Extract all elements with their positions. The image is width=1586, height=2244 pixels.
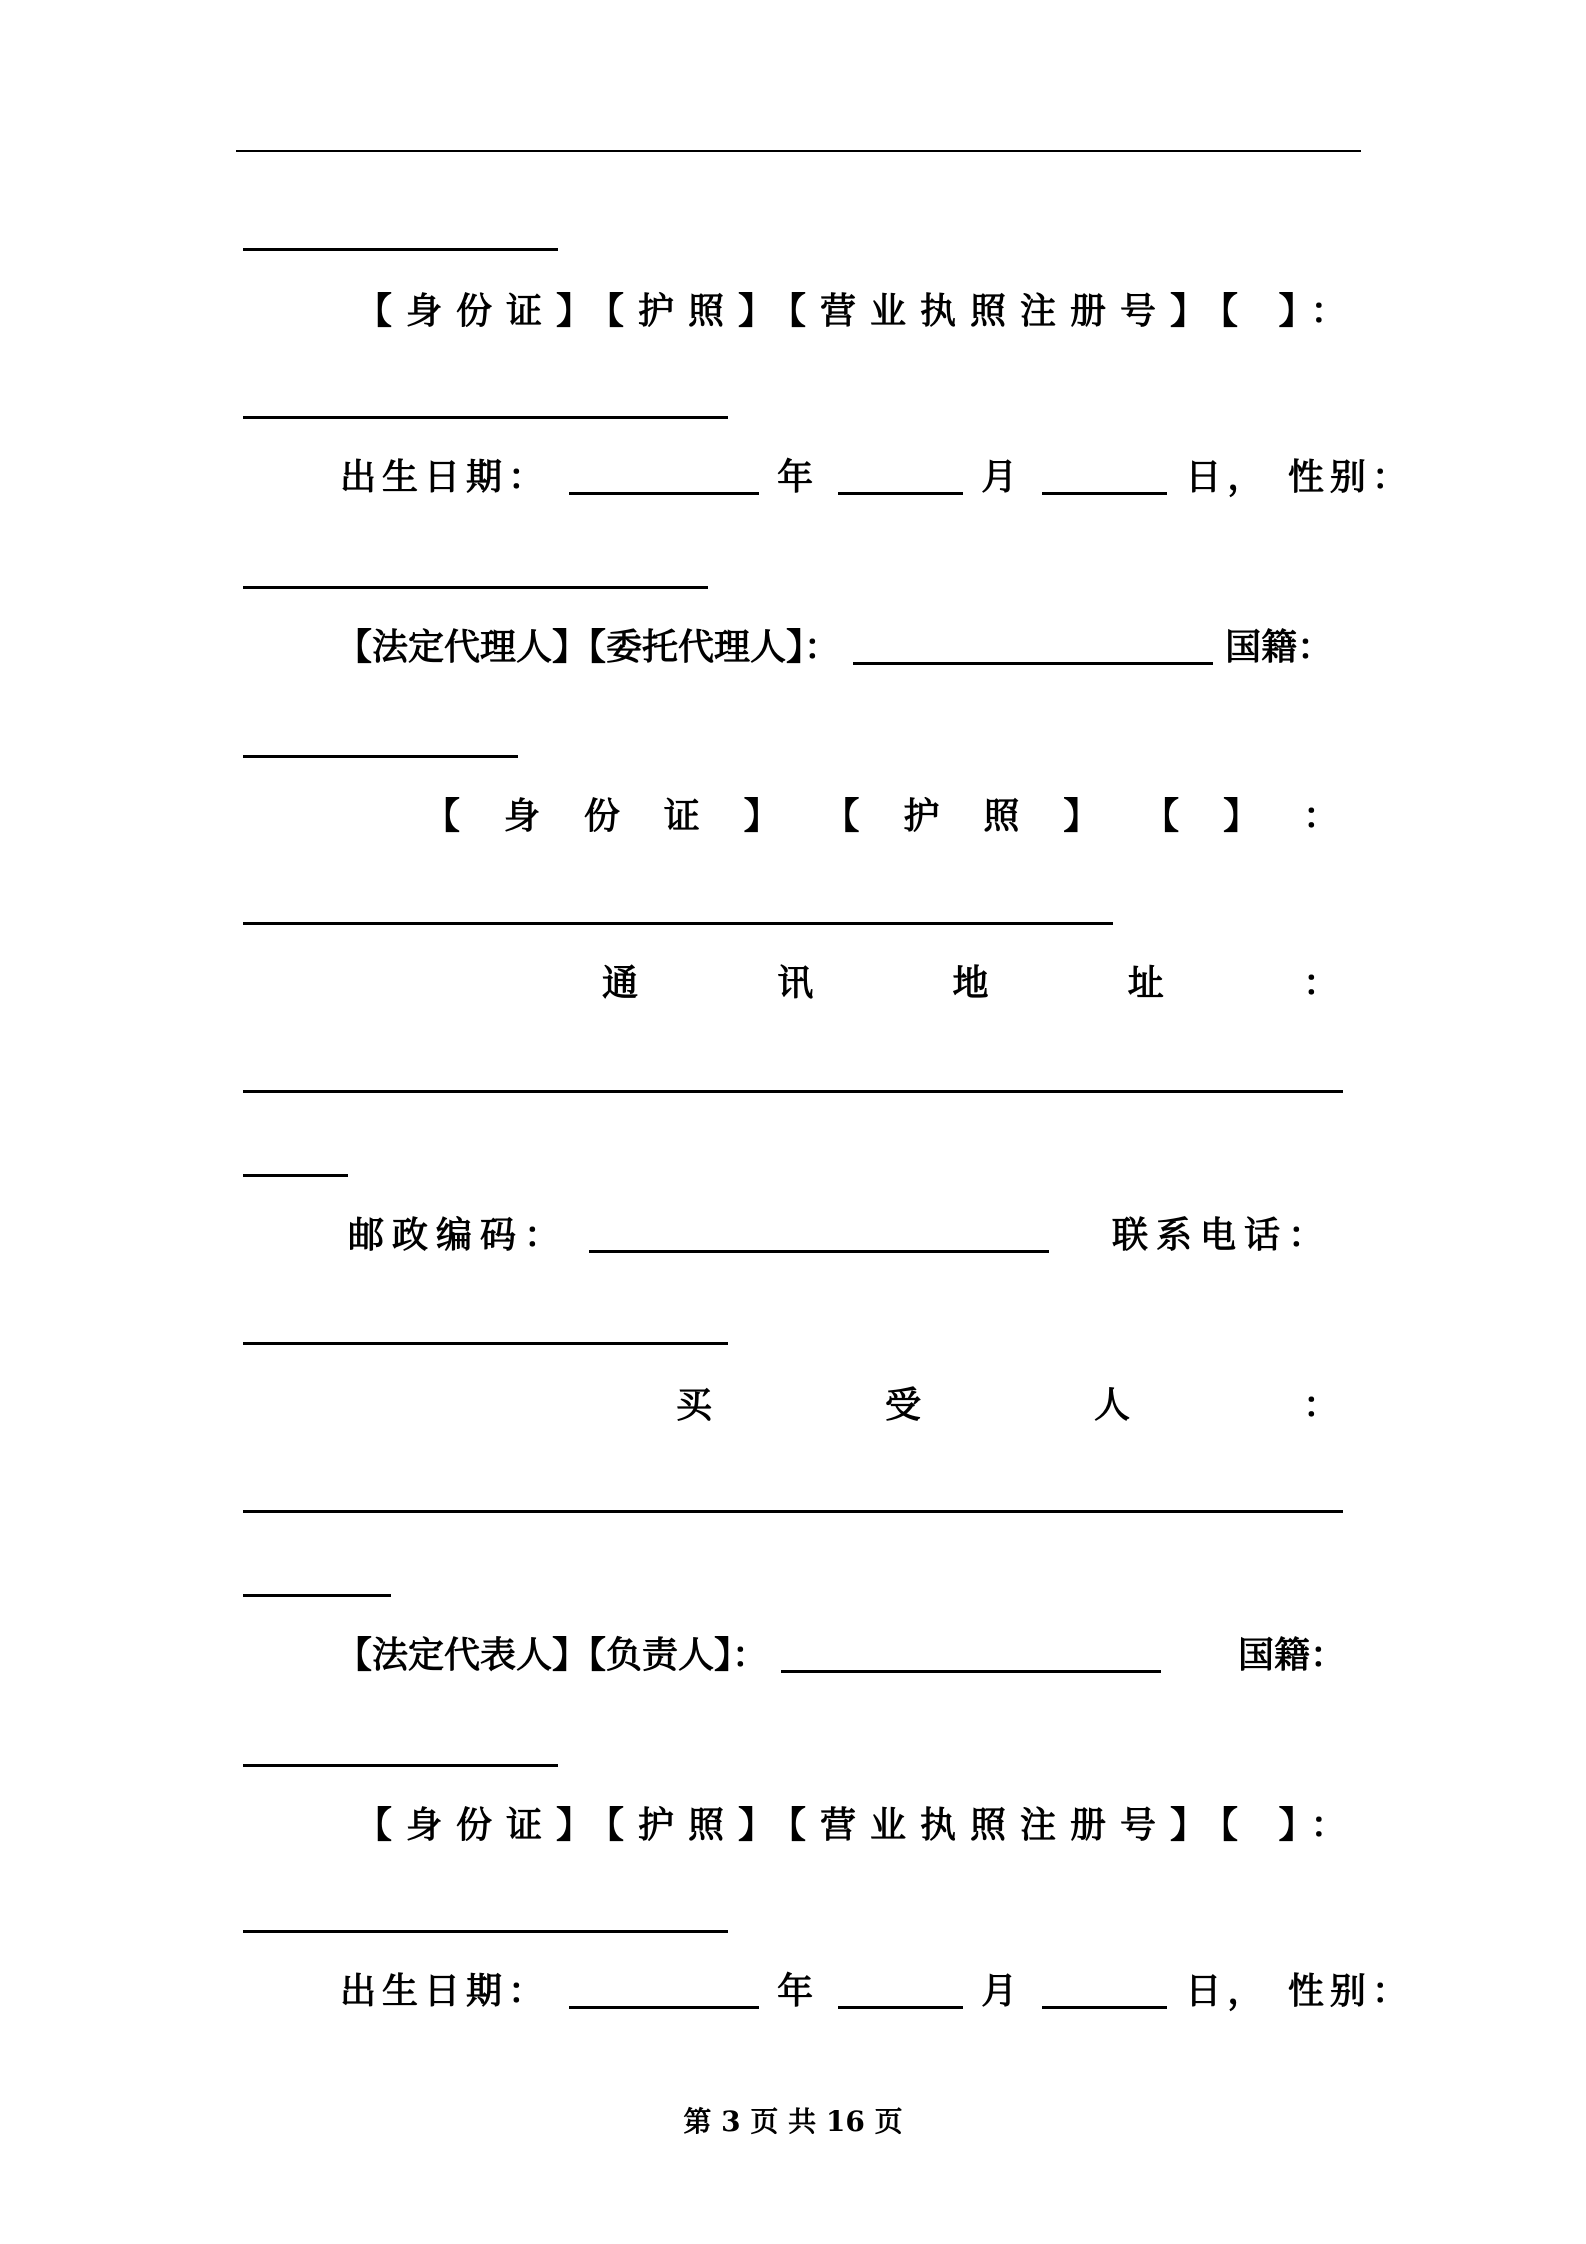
birth-day-blank[interactable] (1042, 1976, 1167, 2009)
blank-line[interactable] (243, 1930, 728, 1933)
blank-line[interactable] (243, 755, 518, 758)
colon: ： (1302, 1385, 1339, 1426)
birth-year-blank[interactable] (569, 462, 759, 495)
blank-line[interactable] (243, 1594, 391, 1597)
nationality-label: 国籍： (1225, 627, 1334, 668)
representative-row (336, 1634, 1161, 1678)
agent-id-type-row (424, 795, 1339, 839)
birth-day-blank[interactable] (1042, 462, 1167, 495)
agent-row (336, 626, 1333, 670)
blank-line[interactable] (243, 586, 708, 589)
buyer-id-type-label: 【身份证】【护照】【营业执照注册号】【 】： (356, 1805, 1361, 1846)
buyer-char: 人 (1093, 1385, 1130, 1426)
id-char: 照 (983, 796, 1020, 837)
phone-label: 联系电话： (1112, 1215, 1333, 1256)
buyer-char: 买 (676, 1385, 713, 1426)
blank-line[interactable] (243, 1510, 1343, 1513)
birth-date-label: 出生日期： (340, 457, 551, 498)
postal-code-blank[interactable] (589, 1220, 1049, 1253)
year-label: 年 (777, 1971, 820, 2012)
blank-line[interactable] (243, 922, 1113, 925)
buyer-birth-row (340, 1970, 1414, 2014)
seller-birth-row (340, 456, 1414, 500)
bracket-close: 】 (1063, 796, 1100, 837)
address-char: 讯 (777, 963, 814, 1004)
blank-line[interactable] (243, 416, 728, 419)
colon: ： (1302, 963, 1339, 1004)
bracket-close: 】 (743, 796, 780, 837)
gender-label: 性别： (1287, 1971, 1414, 2012)
address-char: 地 (952, 963, 989, 1004)
blank-line[interactable] (243, 1342, 728, 1345)
representative-name-blank[interactable] (781, 1640, 1161, 1673)
header-rule (236, 150, 1361, 152)
address-char: 址 (1127, 963, 1164, 1004)
month-label: 月 (981, 457, 1024, 498)
year-label: 年 (777, 457, 820, 498)
day-label: 日， (1185, 1971, 1270, 2012)
postal-label: 邮政编码： (348, 1215, 569, 1256)
postal-row (348, 1214, 1049, 1258)
bracket-close: 】 (1223, 796, 1260, 837)
bracket-open: 【 (424, 796, 461, 837)
address-char: 通 (602, 963, 639, 1004)
id-char: 护 (903, 796, 940, 837)
seller-id-type-label: 【身份证】【护照】【营业执照注册号】【 】： (356, 291, 1361, 332)
blank-line[interactable] (243, 1764, 558, 1767)
address-row (602, 962, 1339, 1006)
day-label: 日， (1185, 457, 1270, 498)
buyer-char: 受 (884, 1385, 921, 1426)
id-char: 身 (503, 796, 540, 837)
nationality-label: 国籍： (1238, 1635, 1347, 1676)
id-char: 证 (663, 796, 700, 837)
birth-year-blank[interactable] (569, 1976, 759, 2009)
id-char: 份 (583, 796, 620, 837)
bracket-open: 【 (823, 796, 860, 837)
agent-label: 【法定代理人】【委托代理人】： (336, 627, 841, 668)
blank-line[interactable] (243, 1090, 1343, 1093)
month-label: 月 (981, 1971, 1024, 2012)
bracket-open: 【 (1143, 796, 1180, 837)
page-number: 第 3 页 共 16 页 (683, 2105, 903, 2138)
blank-line[interactable] (243, 248, 558, 251)
birth-month-blank[interactable] (838, 462, 963, 495)
representative-label: 【法定代表人】【负责人】： (336, 1635, 769, 1676)
gender-label: 性别： (1287, 457, 1414, 498)
agent-name-blank[interactable] (853, 632, 1213, 665)
buyer-row (676, 1384, 1339, 1428)
blank-line[interactable] (243, 1174, 348, 1177)
birth-date-label: 出生日期： (340, 1971, 551, 2012)
colon: ： (1302, 796, 1339, 837)
birth-month-blank[interactable] (838, 1976, 963, 2009)
